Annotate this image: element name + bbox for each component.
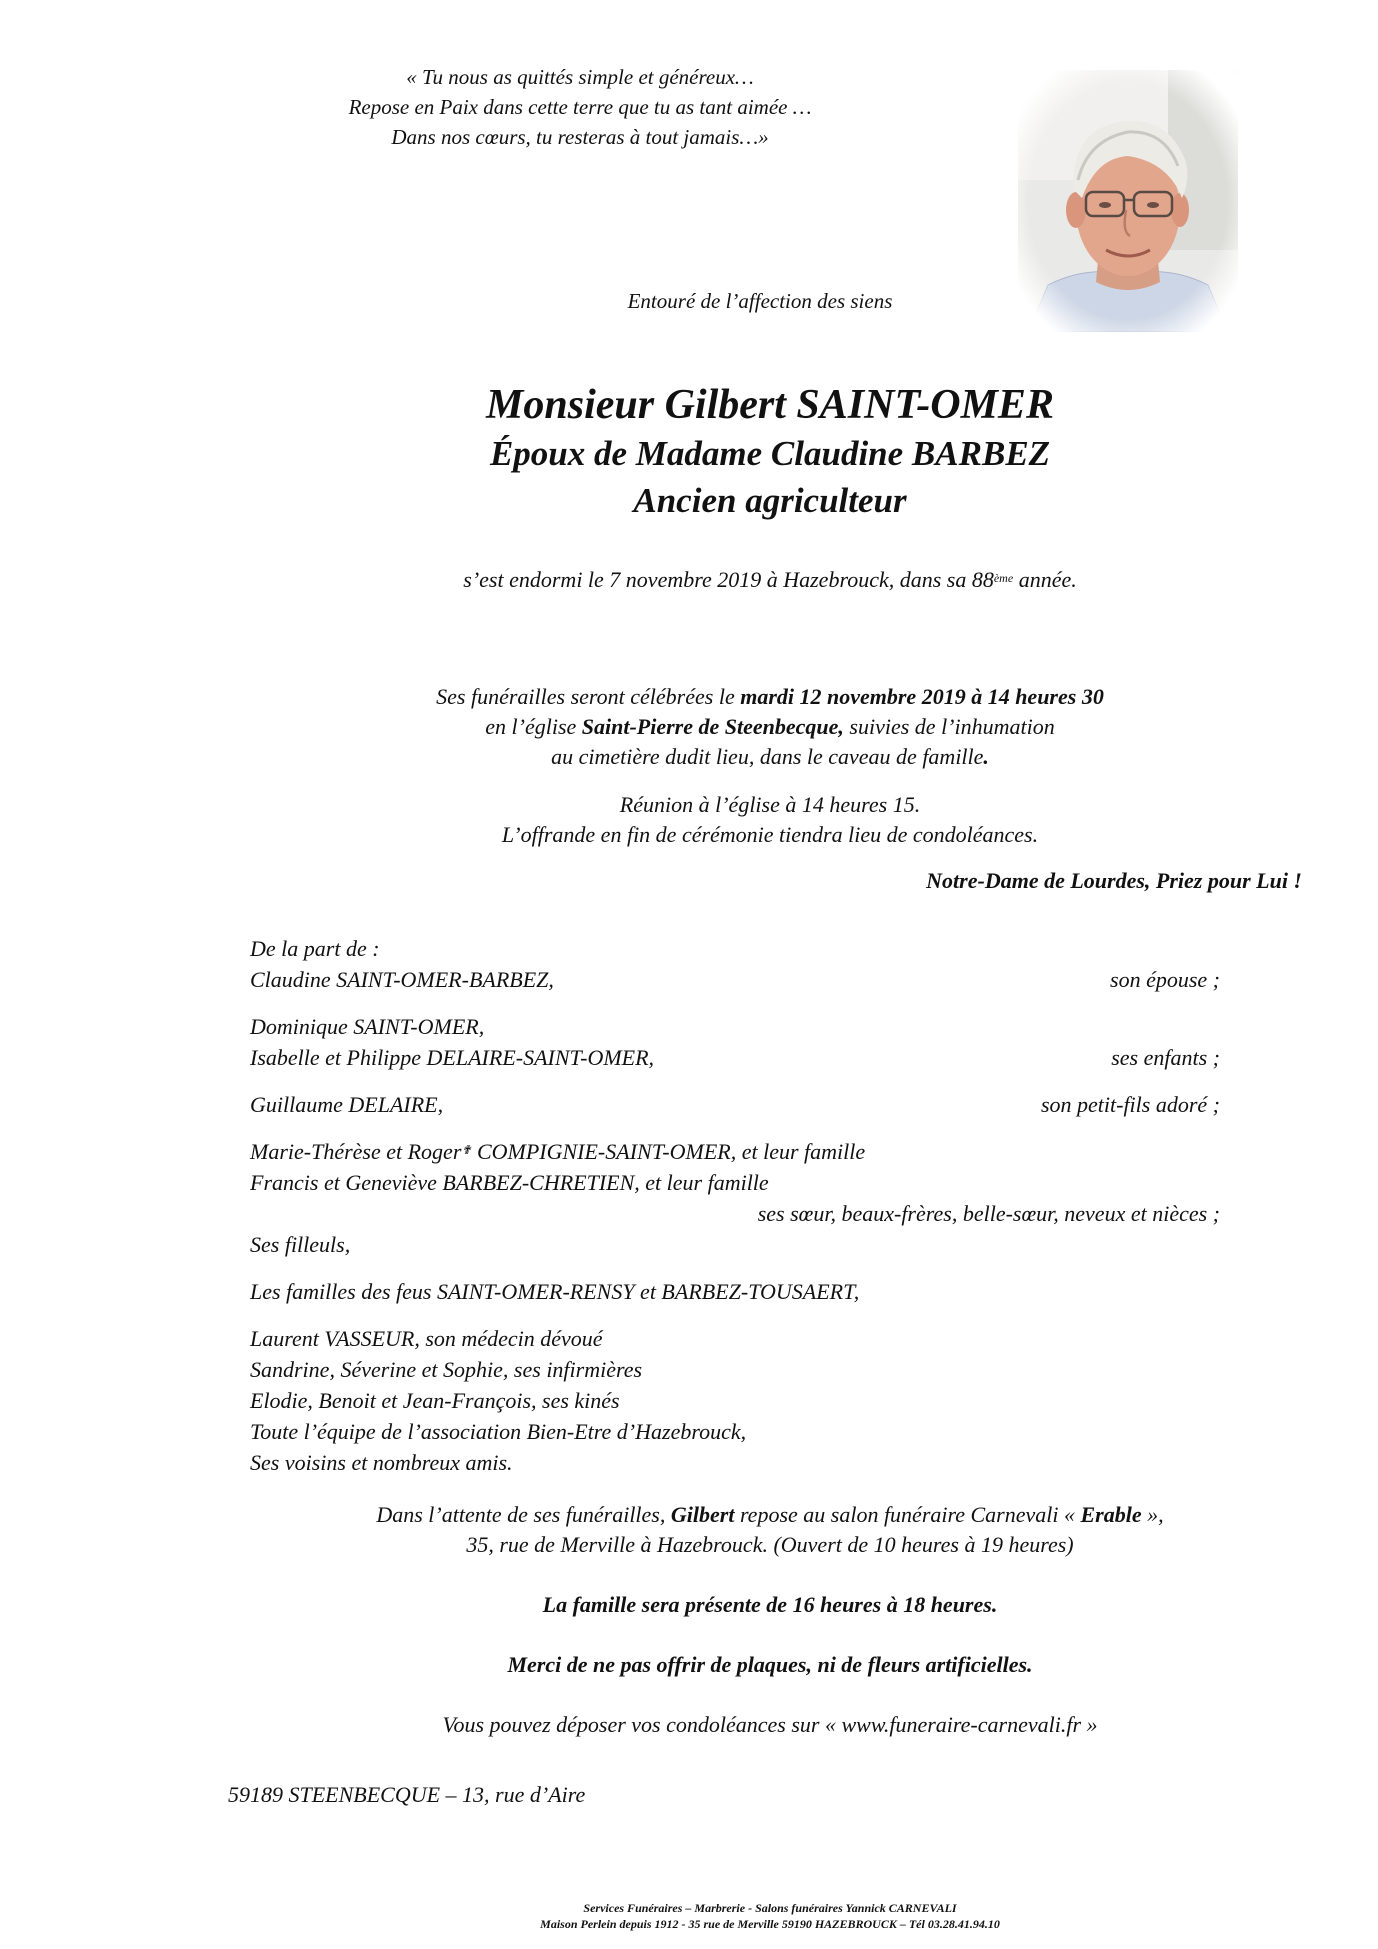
salon-text-2: repose au salon funéraire Carnevali « (734, 1502, 1081, 1527)
family-member: Dominique SAINT-OMER, (250, 1014, 485, 1039)
list-item (250, 1386, 1220, 1417)
list-item (250, 1090, 1220, 1121)
family-member: Ses filleuls, (250, 1232, 351, 1257)
footer-line-1: Services Funéraires – Marbrerie - Salons funéraires Yannick CARNEVALI (583, 1901, 957, 1915)
reunion-details (300, 790, 1240, 850)
presence-note: La famille sera présente de 16 heures à 18 heures. (542, 1592, 998, 1617)
poem-line-3: Dans nos cœurs, tu resteras à tout jamais…» (391, 125, 769, 149)
address: 59189 STEENBECQUE – 13, rue d’Aire (228, 1782, 586, 1807)
family-member: Toute l’équipe de l’association Bien-Etre d’Hazebrouck, (250, 1419, 747, 1444)
reunion-line-1: Réunion à l’église à 14 heures 15. (619, 792, 921, 817)
family-member: Les familles des feus SAINT-OMER-RENSY et BARBEZ-TOUSAERT, (250, 1279, 860, 1304)
footer (220, 1900, 1320, 1932)
family-member: Sandrine, Séverine et Sophie, ses infirmières (250, 1357, 643, 1382)
list-item (250, 965, 1220, 996)
salon-text-3: », (1141, 1502, 1164, 1527)
deceased-cross-icon: ✟ (461, 1143, 472, 1157)
salon-line-2: 35, rue de Merville à Hazebrouck. (Ouvert de 10 heures à 19 heures) (466, 1532, 1074, 1557)
family-member: Laurent VASSEUR, son médecin dévoué (250, 1326, 603, 1351)
salon-text-1: Dans l’attente de ses funérailles, (376, 1502, 671, 1527)
family-member: Francis et Geneviève BARBEZ-CHRETIEN, et leur famille (250, 1170, 769, 1195)
salon-room: Erable (1080, 1502, 1142, 1527)
family-member: Isabelle et Philippe DELAIRE-SAINT-OMER, (250, 1045, 655, 1070)
list-item (250, 1417, 1220, 1448)
funeral-church: Saint-Pierre de Steenbecque, (581, 714, 844, 739)
prayer-line: Notre-Dame de Lourdes, Priez pour Lui ! (926, 868, 1302, 893)
funeral-period: . (983, 744, 989, 769)
funeral-text-3: suivies de l’inhumation (843, 714, 1055, 739)
funeral-text-1: Ses funérailles seront célébrées le (436, 684, 741, 709)
funeral-line-1 (300, 682, 1240, 712)
salon-line-1 (220, 1500, 1320, 1530)
funeral-text-2: en l’église (485, 714, 582, 739)
spouse-line: Époux de Madame Claudine BARBEZ (489, 434, 1051, 473)
funeral-details (300, 682, 1240, 772)
family-member: Elodie, Benoit et Jean-François, ses kinés (250, 1388, 620, 1413)
condolences-note: Vous pouvez déposer vos condoléances sur « www.funeraire-carnevali.fr » (442, 1712, 1098, 1737)
list-item (250, 1230, 1220, 1261)
deceased-heading (380, 380, 1160, 524)
poem (240, 62, 920, 152)
poem-line-1: « Tu nous as quittés simple et généreux… (406, 65, 754, 89)
funeral-text-4: au cimetière dudit lieu, dans le caveau de famille (551, 744, 984, 769)
family-member: Guillaume DELAIRE, (250, 1092, 444, 1117)
deceased-name: Monsieur Gilbert SAINT-OMER (486, 382, 1054, 428)
salon-details (220, 1500, 1320, 1560)
poem-line-2: Repose en Paix dans cette terre que tu as tant aimée … (348, 95, 812, 119)
list-item (250, 1137, 1220, 1168)
footer-line-2: Maison Perlein depuis 1912 - 35 rue de Merville 59190 HAZEBROUCK – Tél 03.28.41.94.10 (540, 1917, 1000, 1931)
family-relation: ses sœur, beaux-frères, belle-sœur, neveux et nièces ; (757, 1201, 1220, 1226)
list-item (250, 1355, 1220, 1386)
list-item (250, 1199, 1220, 1230)
family-relation: son épouse ; (1110, 967, 1220, 992)
portrait-image (1018, 70, 1238, 332)
salon-name: Gilbert (670, 1502, 735, 1527)
family-list (250, 934, 1220, 1479)
death-ordinal: ème (993, 571, 1014, 585)
funeral-line-3 (300, 742, 1240, 772)
death-text: s’est endormi le 7 novembre 2019 à Hazebrouck, dans sa 88 (463, 567, 994, 592)
affection-line: Entouré de l’affection des siens (627, 289, 893, 313)
family-member (250, 1137, 865, 1167)
profession-line: Ancien agriculteur (633, 481, 907, 520)
list-item (250, 1012, 1220, 1043)
funeral-line-2 (300, 712, 1240, 742)
family-member: Ses voisins et nombreux amis. (250, 1450, 513, 1475)
list-item (250, 934, 1220, 965)
funeral-date: mardi 12 novembre 2019 à 14 heures 30 (740, 684, 1104, 709)
list-item (250, 1168, 1220, 1199)
family-relation: son petit-fils adoré ; (1040, 1092, 1220, 1117)
list-item (250, 1324, 1220, 1355)
family-member-name: COMPIGNIE-SAINT-OMER, et leur famille (471, 1139, 866, 1164)
family-member-name: Marie-Thérèse et Roger (250, 1139, 462, 1164)
reunion-line-2: L’offrande en fin de cérémonie tiendra lieu de condoléances. (501, 822, 1039, 847)
family-member: Claudine SAINT-OMER-BARBEZ, (250, 967, 554, 992)
list-item (250, 1448, 1220, 1479)
death-suffix: année. (1013, 567, 1077, 592)
death-line (300, 565, 1240, 595)
family-relation: ses enfants ; (1111, 1045, 1220, 1070)
no-flowers-note: Merci de ne pas offrir de plaques, ni de fleurs artificielles. (507, 1652, 1033, 1677)
list-item (250, 1043, 1220, 1074)
list-item (250, 1277, 1220, 1308)
portrait-photo (1018, 70, 1238, 332)
family-intro: De la part de : (250, 936, 380, 961)
